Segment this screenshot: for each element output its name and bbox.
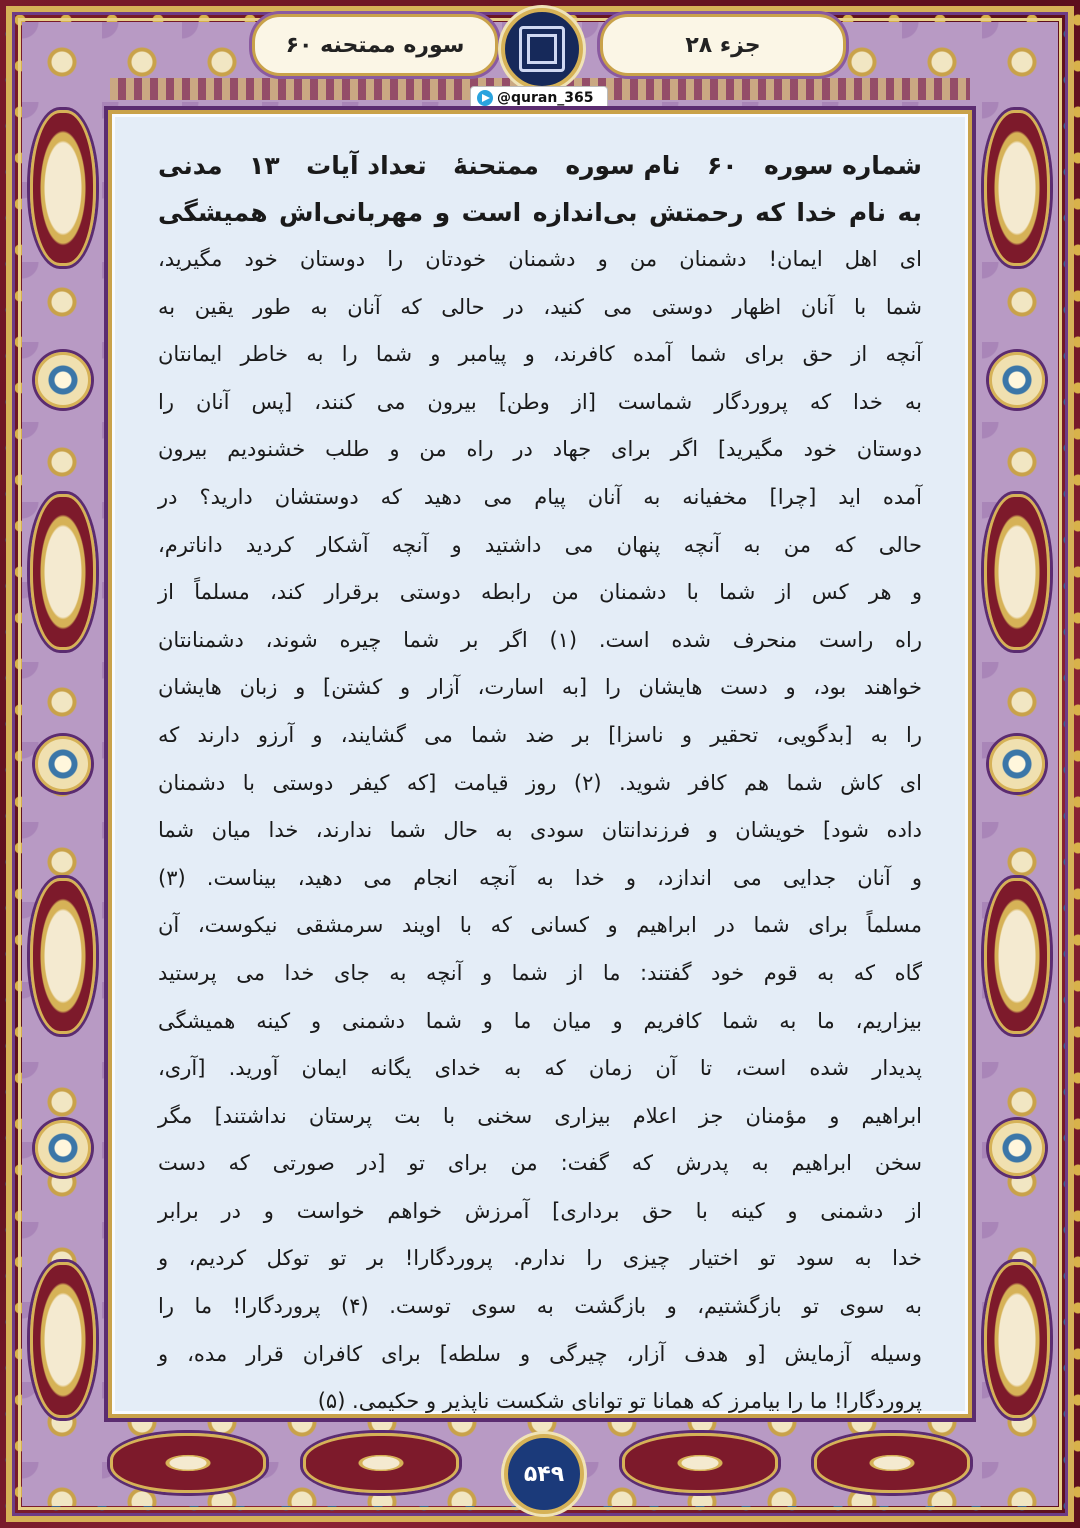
text-line: آمده اید [چرا] مخفیانه به آنان پیام می دهید که دوستشان دارید؟ در	[158, 484, 922, 509]
text-line: ای کاش شما هم کافر شوید. (۲) روز قیامت [که کیفر دوستی با دشمنان	[158, 770, 922, 795]
verse-count: ۱۳	[249, 151, 280, 180]
text-line: بیزاریم، ما به شما کافریم و میان ما و شما دشمنی و کینه همیشگی	[158, 1008, 922, 1033]
rosette-icon	[989, 1120, 1045, 1176]
floral-medallion-icon	[303, 1433, 459, 1493]
floral-medallion-icon	[984, 1262, 1050, 1418]
text-line: به سوی تو بازگشتیم، و بازگشت به سوی توست. (۴) پروردگارا! ما را	[158, 1294, 922, 1319]
text-line: به خدا که پروردگار شماست [از وطن] بیرون می کنند، [پس آنان را	[158, 389, 922, 414]
text-line: ای اهل ایمان! دشمنان من و دشمنان خودتان را دوستان خود مگیرید،	[158, 247, 922, 271]
channel-handle: @quran_365	[497, 90, 594, 106]
text-line: ابراهیم و مؤمنان جز اعلام بیزاری سخنی با بت پرستان نداشتند] مگر	[158, 1103, 922, 1128]
floral-medallion-icon	[30, 1262, 96, 1418]
surah-number: ۶۰	[707, 151, 738, 180]
basmala	[158, 189, 922, 236]
left-medallion-column	[26, 110, 100, 1418]
floral-medallion-icon	[30, 494, 96, 650]
text-line: و هر کس از شما با دشمنان من رابطه دوستی برقرار کند، مسلماً از	[158, 580, 922, 605]
text-line: دوستان خود مگیرید] اگر برای جهاد در راه من و طلب خشنودیم بیرون	[158, 437, 922, 462]
text-line: پروردگارا! ما را بیامرز که همانا تو توانای شکست ناپذیر و حکیمی. (۵)	[317, 1389, 922, 1414]
telegram-icon	[477, 90, 493, 106]
text-line: از دشمنی و کینه با حق برداری] آمرزش خواهم خواست و در برابر	[158, 1198, 922, 1223]
rosette-icon	[35, 352, 91, 408]
rosette-icon	[989, 736, 1045, 792]
text-line: گاه که به قوم خود گفتند: ما از شما و آنچه به جای خدا می پرستید	[158, 960, 922, 985]
rosette-icon	[35, 1120, 91, 1176]
channel-handle-badge[interactable]	[470, 86, 608, 110]
floral-medallion-icon	[814, 1433, 970, 1493]
floral-medallion-icon	[622, 1433, 778, 1493]
translation-body	[158, 236, 922, 1426]
rosette-icon	[989, 352, 1045, 408]
text-line: شما با آنان اظهار دوستی می کنید، در حالی که آنان به طور یقین به	[158, 294, 922, 319]
text-line: حالی که من به آنچه پنهان می داشتید و آنچه آشکار کردید داناترم،	[158, 532, 922, 557]
floral-medallion-icon	[984, 878, 1050, 1034]
text-panel	[108, 110, 972, 1418]
rosette-icon	[35, 736, 91, 792]
surah-name-label: نام سوره	[565, 151, 681, 180]
surah-info-line	[158, 142, 922, 189]
text-line: راه راست منحرف شده است. (۱) اگر بر شما چیره شوند، دشمنانتان	[158, 627, 922, 652]
kufic-square-icon	[519, 26, 565, 72]
text-line: پدیدار شده است، تا آن زمان که به خدای یگانه ایمان آورید. [آری،	[158, 1056, 922, 1081]
text-line: را به [بدگویی، تحقیر و ناسزا] بر ضد شما می گشایند، و آرزو دارند که	[158, 722, 922, 747]
text-line: خواهند بود، و دست هایشان را [به اسارت، آزار و کشتن] و زبان هایشان	[158, 675, 922, 700]
right-medallion-column	[980, 110, 1054, 1418]
text-line: مسلماً برای شما در ابراهیم و کسانی که با اویند سرمشقی نیکوست، آن	[158, 913, 922, 938]
text-line: خدا به سود تو اختیار چیزی را ندارم. پروردگارا! بر تو توکل کردیم، و	[158, 1246, 922, 1271]
surah-name: ممتحنۀ	[453, 151, 539, 180]
page-number: ۵۴۹	[504, 1434, 584, 1514]
floral-medallion-icon	[30, 110, 96, 266]
text-line: سخن ابراهیم به پدرش که گفت: من برای تو [در صورتی که دست	[158, 1151, 922, 1176]
revelation-type: مدنی	[158, 151, 223, 180]
floral-medallion-icon	[110, 1433, 266, 1493]
basmala-text: به نام خدا که رحمتش بی‌اندازه است و مهربانی‌اش همیشگی	[158, 198, 922, 227]
floral-medallion-icon	[984, 494, 1050, 650]
surah-number-label: شماره سوره	[764, 151, 922, 180]
text-line: وسیله آزمایش [و هدف آزار، چیرگی و سلطه] برای کافران قرار مده، و	[158, 1341, 922, 1366]
surah-label: سوره ممتحنه ۶۰	[252, 14, 498, 76]
surah-text	[158, 142, 922, 1426]
floral-medallion-icon	[30, 878, 96, 1034]
text-line: و آنان جدایی می اندازد، و خدا به آنچه انجام می دهید، بیناست. (۳)	[158, 865, 922, 890]
text-line: آنچه از حق برای شما آمده کافرند، و پیامبر و شما را به خاطر ایمانتان	[158, 342, 922, 367]
quran-logo-icon	[501, 8, 583, 90]
juz-label: جزء ۲۸	[600, 14, 846, 76]
floral-medallion-icon	[984, 110, 1050, 266]
verse-count-label: تعداد آیات	[306, 151, 427, 180]
text-line: داده شود] خویشان و فرزندانتان سودی به حال شما ندارند، خدا میان شما	[158, 818, 922, 843]
